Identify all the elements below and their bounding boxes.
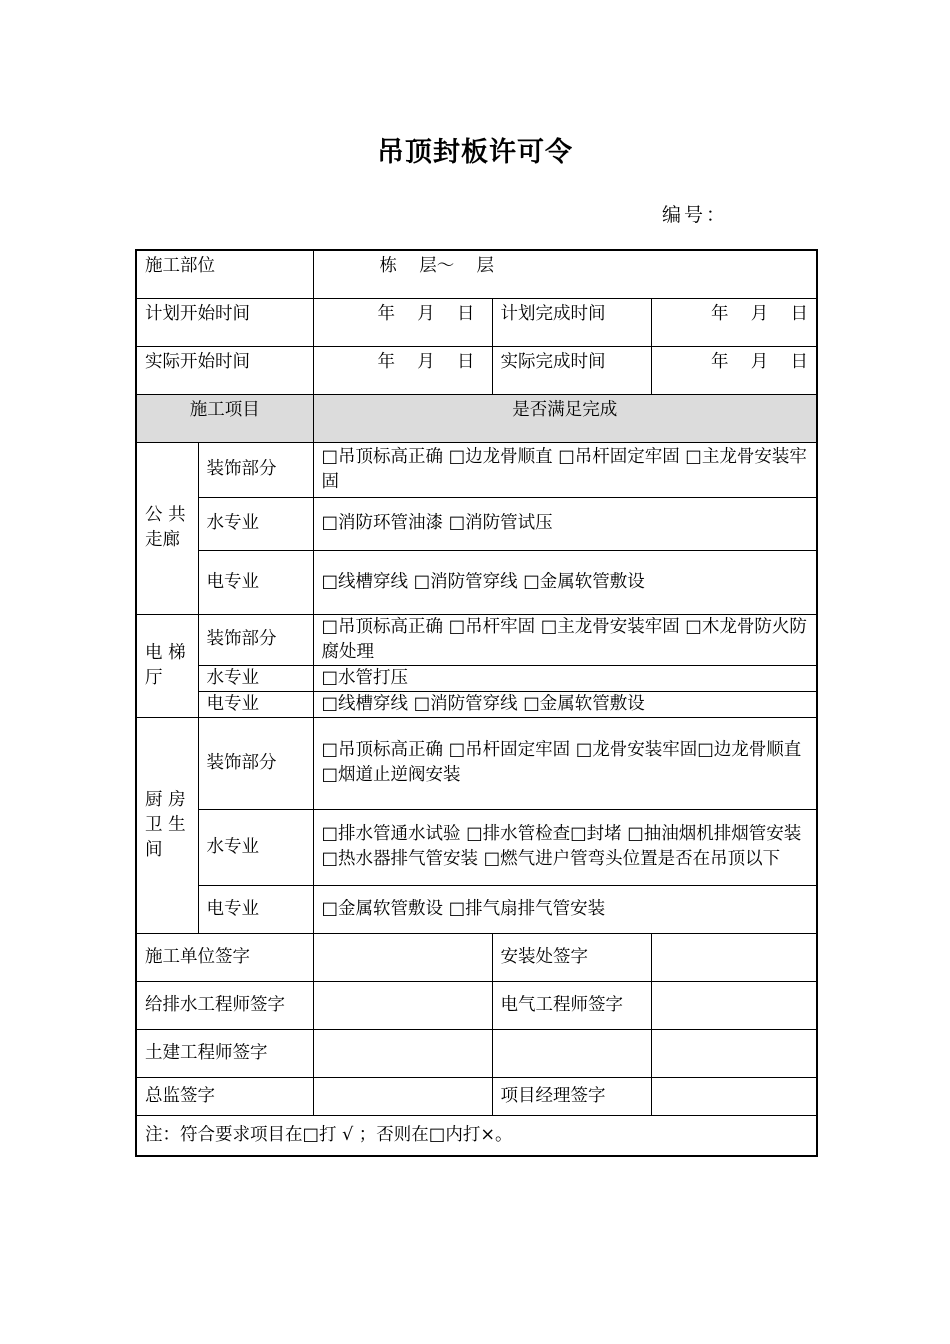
kitchen-deco-label: 装饰部分 [198, 717, 313, 809]
chief-supervisor-signature-field[interactable] [313, 1077, 492, 1115]
elevator-deco-row [136, 614, 817, 665]
elevator-elec-row [136, 691, 817, 717]
corridor-water-checklist[interactable]: □消防环管油漆 □消防管试压 [313, 497, 817, 550]
elevator-water-checklist[interactable]: □水管打压 [313, 665, 817, 691]
actual-end-label: 实际完成时间 [492, 346, 651, 394]
actual-start-label: 实际开始时间 [136, 346, 313, 394]
plumbing-engineer-signature-label: 给排水工程师签字 [136, 981, 313, 1029]
corridor-elec-label: 电专业 [198, 550, 313, 614]
planned-time-row [136, 298, 817, 346]
planned-start-date[interactable]: 年 月 日 [313, 298, 492, 346]
actual-start-date[interactable]: 年 月 日 [313, 346, 492, 394]
planned-end-label: 计划完成时间 [492, 298, 651, 346]
signature-row-3 [136, 1029, 817, 1077]
kitchen-elec-label: 电专业 [198, 885, 313, 933]
planned-start-label: 计划开始时间 [136, 298, 313, 346]
construction-item-header: 施工项目 [136, 394, 313, 442]
installation-signature-field[interactable] [651, 933, 817, 981]
location-label: 施工部位 [136, 250, 313, 298]
elevator-deco-label: 装饰部分 [198, 614, 313, 665]
project-manager-signature-field[interactable] [651, 1077, 817, 1115]
note-row [136, 1115, 817, 1156]
electrical-engineer-signature-label: 电气工程师签字 [492, 981, 651, 1029]
plumbing-engineer-signature-field[interactable] [313, 981, 492, 1029]
corridor-deco-label: 装饰部分 [198, 442, 313, 497]
planned-end-date[interactable]: 年 月 日 [651, 298, 817, 346]
actual-time-row [136, 346, 817, 394]
serial-number-label: 编号： [662, 204, 729, 226]
electrical-engineer-signature-field[interactable] [651, 981, 817, 1029]
group-kitchen-label: 厨 房卫 生间 [136, 717, 198, 933]
location-row [136, 250, 817, 298]
kitchen-deco-checklist[interactable]: □吊顶标高正确 □吊杆固定牢固 □龙骨安装牢固□边龙骨顺直 □烟道止逆阀安装 [313, 717, 817, 809]
elevator-elec-label: 电专业 [198, 691, 313, 717]
kitchen-elec-checklist[interactable]: □金属软管敷设 □排气扇排气管安装 [313, 885, 817, 933]
blank-cell [651, 1029, 817, 1077]
elevator-water-label: 水专业 [198, 665, 313, 691]
elevator-deco-checklist[interactable]: □吊顶标高正确 □吊杆牢固 □主龙骨安装牢固 □木龙骨防火防腐处理 [313, 614, 817, 665]
kitchen-deco-row [136, 717, 817, 809]
installation-signature-label: 安装处签字 [492, 933, 651, 981]
corridor-deco-row [136, 442, 817, 497]
corridor-water-row [136, 497, 817, 550]
contractor-signature-field[interactable] [313, 933, 492, 981]
corridor-elec-row [136, 550, 817, 614]
permit-form-table [135, 249, 818, 1157]
blank-cell [492, 1029, 651, 1077]
kitchen-water-row [136, 809, 817, 885]
kitchen-elec-row [136, 885, 817, 933]
location-value[interactable]: 栋 层～ 层 [313, 250, 817, 298]
section-header-row [136, 394, 817, 442]
page-title: 吊顶封板许可令 [377, 137, 573, 168]
kitchen-water-checklist[interactable]: □排水管通水试验 □排水管检查□封堵 □抽油烟机排烟管安装 □热水器排气管安装 □燃气进户管弯头位置是否在吊顶以下 [313, 809, 817, 885]
signature-row-4 [136, 1077, 817, 1115]
corridor-elec-checklist[interactable]: □线槽穿线 □消防管穿线 □金属软管敷设 [313, 550, 817, 614]
corridor-deco-checklist[interactable]: □吊顶标高正确 □边龙骨顺直 □吊杆固定牢固 □主龙骨安装牢固 [313, 442, 817, 497]
elevator-water-row [136, 665, 817, 691]
corridor-water-label: 水专业 [198, 497, 313, 550]
project-manager-signature-label: 项目经理签字 [492, 1077, 651, 1115]
actual-end-date[interactable]: 年 月 日 [651, 346, 817, 394]
civil-engineer-signature-field[interactable] [313, 1029, 492, 1077]
contractor-signature-label: 施工单位签字 [136, 933, 313, 981]
civil-engineer-signature-label: 土建工程师签字 [136, 1029, 313, 1077]
chief-supervisor-signature-label: 总监签字 [136, 1077, 313, 1115]
signature-row-2 [136, 981, 817, 1029]
group-corridor-label: 公 共走廊 [136, 442, 198, 614]
footnote: 注：符合要求项目在□打 √ ；否则在□内打×。 [136, 1115, 817, 1156]
completion-status-header: 是否满足完成 [313, 394, 817, 442]
signature-row-1 [136, 933, 817, 981]
kitchen-water-label: 水专业 [198, 809, 313, 885]
group-elevator-label: 电 梯厅 [136, 614, 198, 717]
elevator-elec-checklist[interactable]: □线槽穿线 □消防管穿线 □金属软管敷设 [313, 691, 817, 717]
